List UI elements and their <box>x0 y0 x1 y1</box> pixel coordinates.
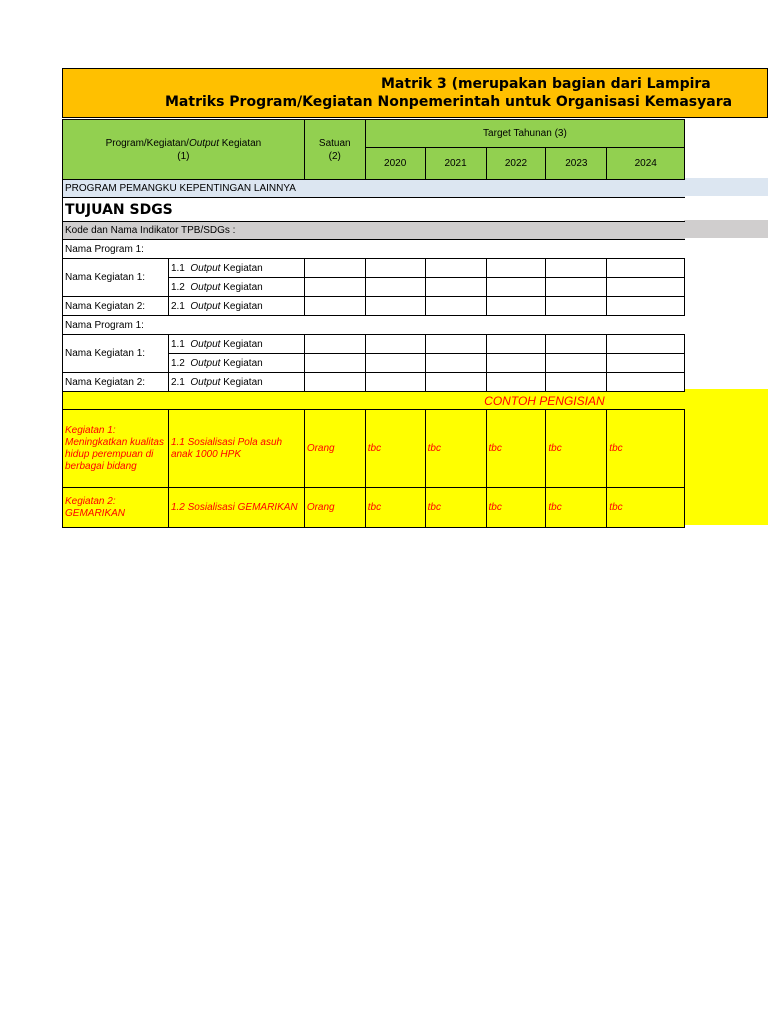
empty-cell <box>685 180 768 198</box>
nama-program-row[interactable]: Nama Program 1: <box>63 316 685 335</box>
target-cell[interactable] <box>365 297 425 316</box>
output-kegiatan-cell[interactable] <box>168 354 304 373</box>
target-cell[interactable] <box>486 278 546 297</box>
output-label: Output <box>190 281 221 293</box>
target-cell[interactable] <box>486 373 546 392</box>
target-cell[interactable] <box>546 335 607 354</box>
target-cell[interactable] <box>546 297 607 316</box>
target-cell[interactable] <box>607 278 685 297</box>
contoh-output-cell[interactable]: 1.1 Sosialisasi Pola asuh anak 1000 HPK <box>168 410 304 488</box>
target-cell[interactable] <box>425 297 486 316</box>
contoh-target-cell[interactable]: tbc <box>365 488 425 528</box>
contoh-target-cell[interactable]: tbc <box>607 488 685 528</box>
empty-cell <box>685 120 768 148</box>
satuan-cell[interactable] <box>304 297 365 316</box>
nama-kegiatan-1-cell[interactable]: Nama Kegiatan 1: <box>63 259 169 297</box>
empty-cell <box>685 148 768 180</box>
empty-cell <box>685 198 768 222</box>
output-suffix: Kegiatan <box>223 357 263 369</box>
empty-cell <box>685 373 768 392</box>
empty-cell <box>685 222 768 240</box>
program-matrix-table <box>62 119 768 528</box>
nama-program-row[interactable]: Nama Program 1: <box>63 240 685 259</box>
target-cell[interactable] <box>365 373 425 392</box>
output-number: 2.1 <box>170 300 185 312</box>
output-kegiatan-cell[interactable] <box>168 335 304 354</box>
nama-kegiatan-2-cell[interactable]: Nama Kegiatan 2: <box>63 297 169 316</box>
kode-indikator-band[interactable]: Kode dan Nama Indikator TPB/SDGs : <box>63 222 685 240</box>
target-cell[interactable] <box>486 259 546 278</box>
tujuan-sdgs-heading[interactable]: TUJUAN SDGS <box>63 198 685 222</box>
target-cell[interactable] <box>607 297 685 316</box>
target-cell[interactable] <box>425 354 486 373</box>
header-satuan-number: (2) <box>328 150 341 162</box>
output-kegiatan-cell[interactable] <box>168 259 304 278</box>
output-number: 1.2 <box>170 357 185 369</box>
target-cell[interactable] <box>607 335 685 354</box>
header-year-2022[interactable]: 2022 <box>486 148 546 180</box>
header-output-label: Output <box>188 137 219 149</box>
header-program-kegiatan[interactable] <box>63 120 305 180</box>
satuan-cell[interactable] <box>304 335 365 354</box>
output-number: 1.1 <box>170 338 185 350</box>
empty-cell <box>685 354 768 373</box>
header-satuan[interactable] <box>304 120 365 180</box>
contoh-kegiatan-cell[interactable]: Kegiatan 1: Meningkatkan kualitas hidup perempuan di berbagai bidang <box>63 410 169 488</box>
title-band <box>62 68 768 118</box>
target-cell[interactable] <box>486 354 546 373</box>
empty-cell <box>685 240 768 259</box>
empty-cell <box>685 335 768 354</box>
target-cell[interactable] <box>425 335 486 354</box>
program-pemangku-band[interactable]: PROGRAM PEMANGKU KEPENTINGAN LAINNYA <box>63 180 685 198</box>
contoh-target-cell[interactable]: tbc <box>607 410 685 488</box>
target-cell[interactable] <box>607 373 685 392</box>
output-number: 2.1 <box>170 376 185 388</box>
empty-cell <box>685 278 768 297</box>
header-year-2021[interactable]: 2021 <box>425 148 486 180</box>
output-label: Output <box>190 338 221 350</box>
output-suffix: Kegiatan <box>223 376 263 388</box>
output-number: 1.1 <box>170 262 185 274</box>
empty-cell <box>685 259 768 278</box>
target-cell[interactable] <box>365 278 425 297</box>
target-cell[interactable] <box>546 278 607 297</box>
header-year-2020[interactable]: 2020 <box>365 148 425 180</box>
output-suffix: Kegiatan <box>223 262 263 274</box>
nama-kegiatan-2-cell[interactable]: Nama Kegiatan 2: <box>63 373 169 392</box>
output-number: 1.2 <box>170 281 185 293</box>
contoh-output-cell[interactable]: 1.2 Sosialisasi GEMARIKAN <box>168 488 304 528</box>
output-label: Output <box>190 300 221 312</box>
satuan-cell[interactable] <box>304 278 365 297</box>
output-label: Output <box>190 357 221 369</box>
target-cell[interactable] <box>486 335 546 354</box>
contoh-target-cell[interactable]: tbc <box>425 410 486 488</box>
target-cell[interactable] <box>607 354 685 373</box>
target-cell[interactable] <box>425 278 486 297</box>
empty-cell <box>685 316 768 335</box>
empty-cell <box>685 410 768 488</box>
header-year-2023[interactable]: 2023 <box>546 148 607 180</box>
output-label: Output <box>190 262 221 274</box>
target-cell[interactable] <box>607 259 685 278</box>
nama-kegiatan-1-cell[interactable]: Nama Kegiatan 1: <box>63 335 169 373</box>
empty-cell <box>685 488 768 528</box>
output-label: Output <box>190 376 221 388</box>
output-suffix: Kegiatan <box>223 338 263 350</box>
header-program-number: (1) <box>177 150 190 162</box>
contoh-target-cell[interactable]: tbc <box>546 488 607 528</box>
empty-cell <box>685 297 768 316</box>
satuan-cell[interactable] <box>304 259 365 278</box>
header-program-label: Program/Kegiatan/ <box>105 137 189 149</box>
title-line-2: Matriks Program/Kegiatan Nonpemerintah untuk Organisasi Kemasyara <box>165 94 733 110</box>
target-cell[interactable] <box>425 373 486 392</box>
satuan-cell[interactable] <box>304 373 365 392</box>
target-cell[interactable] <box>546 259 607 278</box>
output-kegiatan-cell[interactable] <box>168 278 304 297</box>
output-kegiatan-cell[interactable] <box>168 373 304 392</box>
output-suffix: Kegiatan <box>223 281 263 293</box>
target-cell[interactable] <box>365 354 425 373</box>
header-target-tahunan[interactable]: Target Tahunan (3) <box>365 120 684 148</box>
header-year-2024[interactable]: 2024 <box>607 148 685 180</box>
satuan-cell[interactable] <box>304 354 365 373</box>
target-cell[interactable] <box>365 259 425 278</box>
title-line-1: Matrik 3 (merupakan bagian dari Lampira <box>381 76 711 92</box>
target-cell[interactable] <box>486 297 546 316</box>
empty-cell <box>685 392 768 410</box>
header-kegiatan-label: Kegiatan <box>218 137 262 149</box>
contoh-target-cell[interactable]: tbc <box>425 488 486 528</box>
output-suffix: Kegiatan <box>223 300 263 312</box>
contoh-pengisian-label[interactable]: CONTOH PENGISIAN <box>63 392 685 410</box>
target-cell[interactable] <box>365 335 425 354</box>
contoh-target-cell[interactable]: tbc <box>486 488 546 528</box>
header-satuan-label: Satuan <box>318 137 351 149</box>
contoh-satuan-cell[interactable]: Orang <box>304 488 365 528</box>
contoh-kegiatan-cell[interactable]: Kegiatan 2: GEMARIKAN <box>63 488 169 528</box>
contoh-target-cell[interactable]: tbc <box>546 410 607 488</box>
target-cell[interactable] <box>546 373 607 392</box>
target-cell[interactable] <box>546 354 607 373</box>
target-cell[interactable] <box>425 259 486 278</box>
contoh-target-cell[interactable]: tbc <box>486 410 546 488</box>
contoh-satuan-cell[interactable]: Orang <box>304 410 365 488</box>
contoh-target-cell[interactable]: tbc <box>365 410 425 488</box>
output-kegiatan-cell[interactable] <box>168 297 304 316</box>
